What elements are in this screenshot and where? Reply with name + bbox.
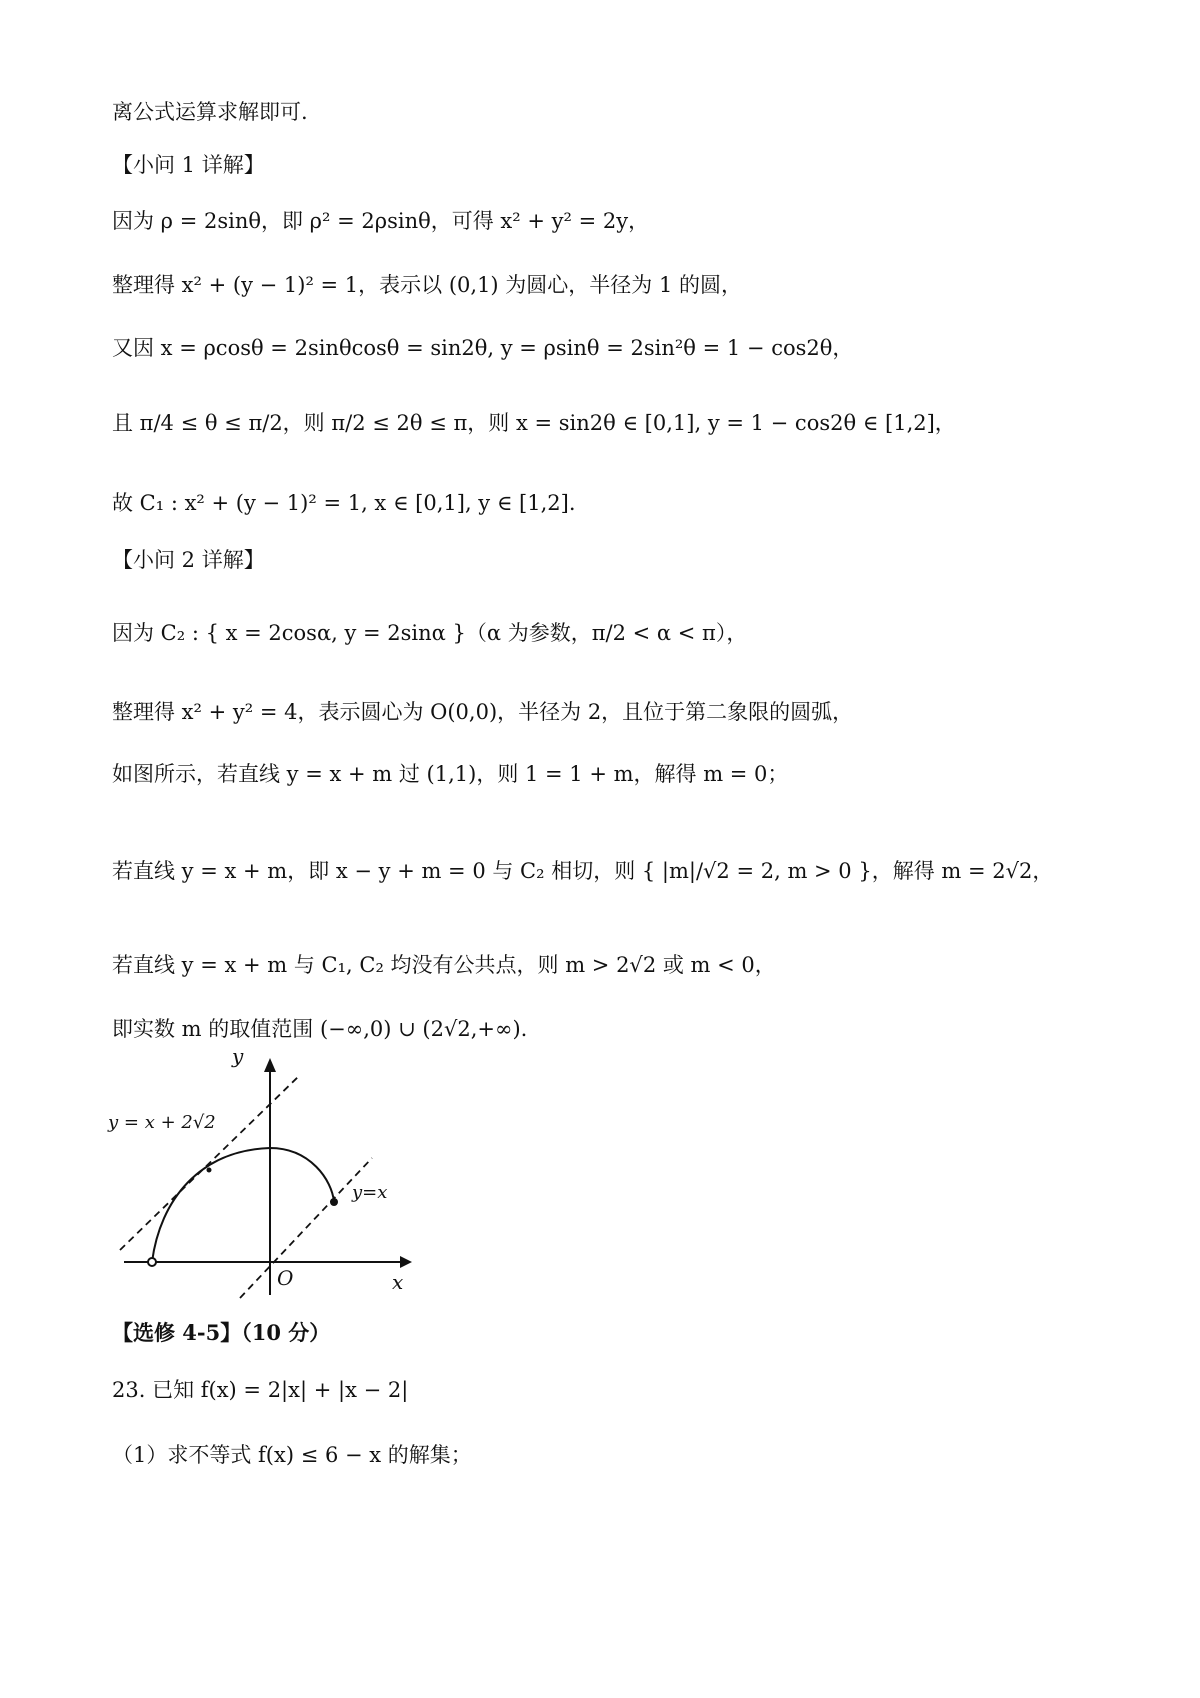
- line-y-equals-x: [240, 1158, 372, 1298]
- section-heading: 【小问 2 详解】: [112, 548, 265, 572]
- y-axis-label: y: [232, 1044, 244, 1068]
- text-line: 如图所示，若直线 y = x + m 过 (1,1)，则 1 = 1 + m，解得 m = 0；: [112, 762, 789, 786]
- section-heading: 【选修 4-5】（10 分）: [112, 1320, 331, 1345]
- geometry-figure: [108, 1044, 430, 1300]
- text-line: 又因 x = ρcosθ = 2sinθcosθ = sin2θ, y = ρsinθ = 2sin²θ = 1 − cos2θ，: [112, 336, 854, 360]
- x-axis-arrow: [400, 1256, 412, 1268]
- text-line: 整理得 x² + (y − 1)² = 1，表示以 (0,1) 为圆心，半径为 1 的圆，: [112, 273, 743, 297]
- open-endpoint: [148, 1258, 156, 1266]
- section-heading: 【小问 1 详解】: [112, 153, 265, 177]
- tangent-line: [120, 1075, 300, 1250]
- text-line: 若直线 y = x + m 与 C₁, C₂ 均没有公共点，则 m > 2√2 或 m < 0，: [112, 953, 776, 977]
- text-line: 因为 ρ = 2sinθ，即 ρ² = 2ρsinθ，可得 x² + y² = 2y，: [112, 209, 650, 233]
- tangent-point: [207, 1168, 212, 1173]
- tangent-line-label: y = x + 2√2: [108, 1112, 216, 1133]
- x-axis-label: x: [392, 1270, 404, 1294]
- text-line: 若直线 y = x + m，即 x − y + m = 0 与 C₂ 相切，则 { |m|/√2 = 2, m > 0 }，解得 m = 2√2，: [112, 859, 1054, 883]
- origin-label: O: [277, 1266, 294, 1290]
- y-equals-x-label: y=x: [352, 1182, 388, 1203]
- problem-part: （1）求不等式 f(x) ≤ 6 − x 的解集；: [112, 1443, 472, 1467]
- text-line: 即实数 m 的取值范围 (−∞,0) ∪ (2√2,+∞).: [112, 1017, 528, 1041]
- text-line: 整理得 x² + y² = 4，表示圆心为 O(0,0)，半径为 2，且位于第二象限的圆弧，: [112, 700, 854, 724]
- text-line: 且 π/4 ≤ θ ≤ π/2，则 π/2 ≤ 2θ ≤ π，则 x = sin2θ ∈ [0,1], y = 1 − cos2θ ∈ [1,2]，: [112, 411, 956, 435]
- text-line: 故 C₁ : x² + (y − 1)² = 1, x ∈ [0,1], y ∈ [1,2].: [112, 491, 576, 515]
- y-axis-arrow: [264, 1058, 276, 1072]
- text-line: 因为 C₂ : { x = 2cosα, y = 2sinα }（α 为参数，π/2 < α < π），: [112, 621, 748, 645]
- text-line: 离公式运算求解即可.: [112, 100, 308, 124]
- circle-arc: [152, 1148, 334, 1262]
- problem-statement: 23. 已知 f(x) = 2|x| + |x − 2|: [112, 1378, 409, 1402]
- figure-svg: [110, 1050, 430, 1300]
